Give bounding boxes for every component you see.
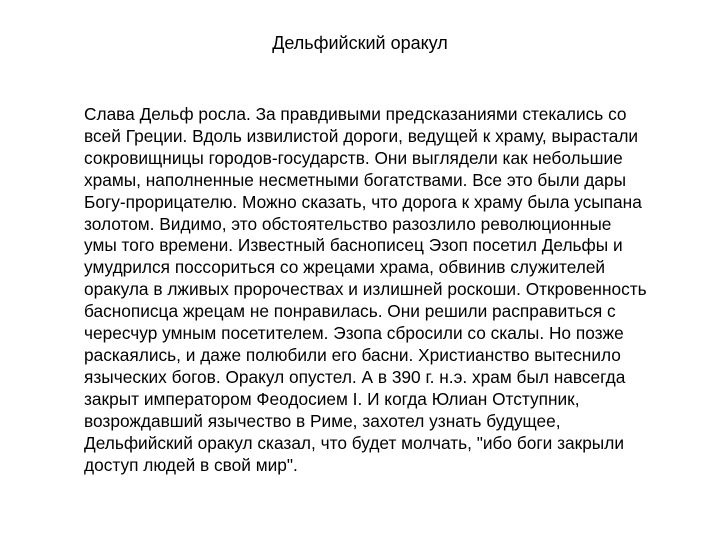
body-line: золотом. Видимо, это обстоятельство разозлило революционные [84,213,612,234]
body-line: баснописца жрецам не понравилась. Они решили расправиться с [84,301,616,322]
body-line: раскаялись, и даже полюбили его басни. Христианство вытеснило [84,344,621,365]
body-line: всей Греции. Вдоль извилистой дороги, ведущей к храму, вырастали [84,125,639,146]
body-line: доступ людей в свой мир". [84,454,298,475]
slide-title: Дельфийский оракул [272,33,448,53]
body-line: языческих богов. Оракул опустел. А в 390 г. н.э. храм был навсегда [84,366,626,387]
body-line: Слава Дельф росла. За правдивыми предсказаниями стекались со [84,104,627,124]
body-line: умы того времени. Известный баснописец Эзоп посетил Дельфы и [84,235,623,256]
body-line: храмы, наполненные несметными богатствами. Все это были дары [84,169,627,190]
body-line: Дельфийский оракул сказал, что будет молчать, "ибо боги закрыли [84,432,624,453]
slide-body-text [84,104,684,476]
body-line: оракула в лживых пророчествах и излишней роскоши. Откровенность [84,279,647,300]
body-line: возрождавший язычество в Риме, захотел узнать будущее, [84,410,561,431]
body-line: Богу-прорицателю. Можно сказать, что дорога к храму была усыпана [84,191,642,212]
body-line: сокровищницы городов-государств. Они выглядели как небольшие [84,147,623,168]
body-line: умудрился поссориться со жрецами храма, обвинив служителей [84,257,606,278]
body-line: закрыт императором Феодосием I. И когда Юлиан Отступник, [84,388,580,409]
body-line: чересчур умным посетителем. Эзопа сбросили со скалы. Но позже [84,323,624,344]
